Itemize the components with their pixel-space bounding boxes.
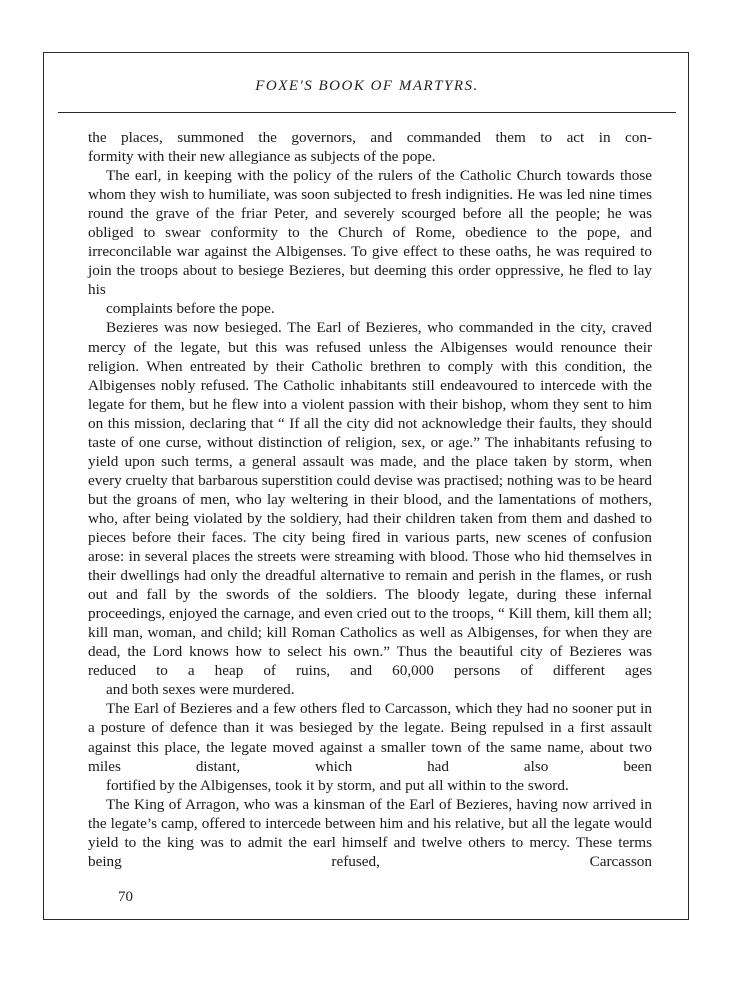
- paragraph-1: [88, 128, 652, 166]
- paragraph-1-last-line: formity with their new allegiance as subjects of the pope.: [88, 148, 436, 166]
- paragraph-4: [88, 699, 652, 794]
- paragraph-2-body: The earl, in keeping with the policy of the rulers of the Catholic Church towards those whom they wish to humiliate, was soon subjected to fresh indignities. He was led nine times round the grave of the friar Peter, and severely scourged before all the people; he was obliged to swear conformity to the Church of Rome, obedience to the pope, and irreconcilable war against the Albigenses. To give effect to these oaths, he was required to join the troops about to besiege Bezieres, but deeming this order oppressive, he fled to lay his: [88, 167, 652, 299]
- paragraph-3: [88, 318, 652, 699]
- paragraph-4-last-line: fortified by the Albigenses, took it by storm, and put all within to the sword.: [106, 776, 569, 794]
- paragraph-3-body: Bezieres was now besieged. The Earl of Bezieres, who commanded in the city, craved mercy of the legate, but this was refused unless the Albigenses would renounce their religion. When entreated by their Catholic brethren to comply with this condition, the Albigenses nobly refused. The Catholic inhabitants still endeavoured to intercede with the legate for them, but he flew into a violent passion with their bishop, whom they sent to him on this mission, declaring that “ If all the city did not acknowledge their faults, they should taste of one curse, without distinction of religion, sex, or age.” The inhabitants refusing to yield upon such terms, a general assault was made, and the place taken by storm, when every cruelty that barbarous superstition could devise was practised; nothing was to be heard but the groans of men, who lay weltering in their blood, and the lamentations of mothers, who, after being violated by the soldiery, had their children taken from them and dashed to pieces before their faces. The city being fired in various parts, new scenes of confusion arose: in several places the streets were streaming with blood. Those who hid themselves in their dwellings had only the dreadful alternative to remain and perish in the flames, or rush out and fall by the swords of the soldiers. The bloody legate, during these infernal proceedings, enjoyed the carnage, and even cried out to the troops, “ Kill them, kill them all; kill man, woman, and child; kill Roman Catholics as well as Albigenses, for when they are dead, the Lord knows how to select his own.” Thus the beautiful city of Bezieres was reduced to a heap of ruins, and 60,000 persons of different ages: [88, 319, 652, 680]
- paragraph-2-last-line: complaints before the pope.: [106, 300, 275, 318]
- paragraph-5-body: The King of Arragon, who was a kinsman of the Earl of Bezieres, having now arrived in the legate’s camp, offered to intercede between him and his relative, but all the legate would yield to the king was to admit the earl himself and twelve others to mercy. These terms being refused, Carcasson: [88, 795, 652, 870]
- body-text: [88, 128, 652, 871]
- paragraph-1-body: the places, summoned the governors, and commanded them to act in con-: [88, 129, 652, 146]
- paragraph-3-last-line: and both sexes were murdered.: [106, 681, 295, 699]
- page-number: 70: [118, 889, 133, 905]
- paragraph-4-body: The Earl of Bezieres and a few others fled to Carcasson, which they had no sooner put in a posture of defence than it was besieged by the legate. Being repulsed in a first assault against this place, the legate moved against a smaller town of the same name, about two miles distant, which had also been: [88, 700, 652, 775]
- header-rule: [58, 112, 676, 113]
- running-title: FOXE'S BOOK OF MARTYRS.: [255, 78, 479, 94]
- paragraph-2: [88, 166, 652, 318]
- paragraph-5: [88, 795, 652, 871]
